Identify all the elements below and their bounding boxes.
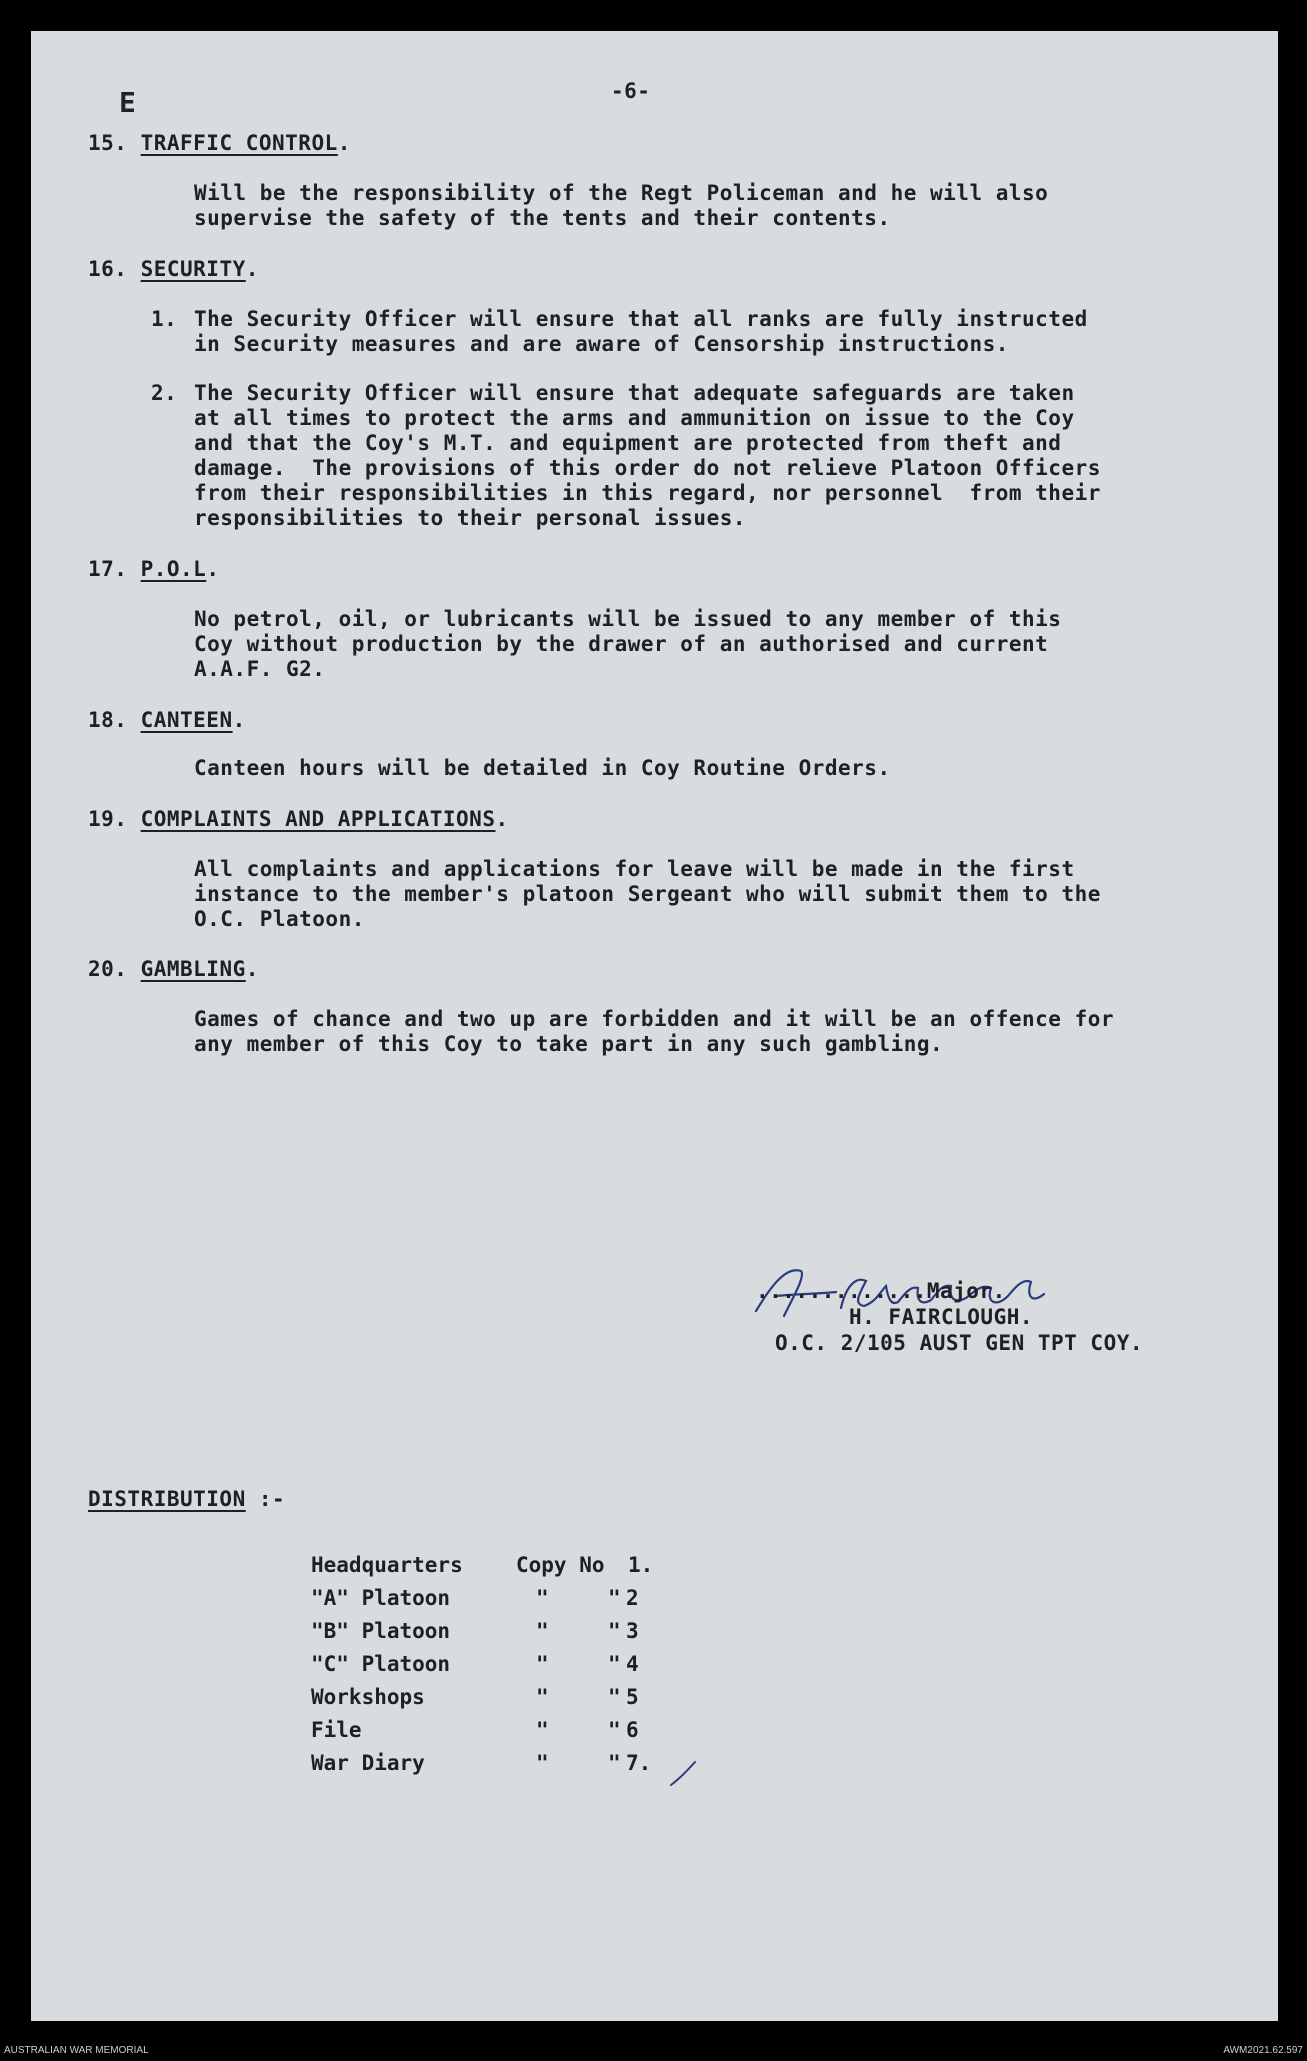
section-18-heading: 18. CANTEEN. <box>88 708 246 732</box>
section-number: 15. <box>88 131 128 155</box>
page-number: -6- <box>611 79 651 103</box>
section-number: 17. <box>88 557 128 581</box>
distribution-row <box>311 1586 651 1619</box>
section-number: 19. <box>88 807 128 831</box>
recipient: Workshops <box>311 1685 425 1709</box>
section-20-heading: 20. GAMBLING. <box>88 957 259 981</box>
copy-number: 2 <box>626 1586 639 1610</box>
section-number: 18. <box>88 708 128 732</box>
ditto-mark: " <box>608 1586 621 1610</box>
ditto-mark: " <box>536 1652 549 1676</box>
ditto-mark: " <box>608 1652 621 1676</box>
copy-number: 1. <box>628 1553 654 1577</box>
section-20-text: Games of chance and two up are forbidden and it will be an offence for any member of this Coy to take part in any such gambling. <box>194 1007 1115 1056</box>
section-title: SECURITY <box>140 257 246 281</box>
section-title: COMPLAINTS AND APPLICATIONS <box>140 807 496 831</box>
document-page <box>31 31 1278 2021</box>
copy-number: 5 <box>626 1685 639 1709</box>
signatory-title: O.C. 2/105 AUST GEN TPT COY. <box>775 1331 1144 1355</box>
ditto-mark: " <box>536 1718 549 1742</box>
section-number: 16. <box>88 257 128 281</box>
section-title: GAMBLING <box>140 957 246 981</box>
recipient: "B" Platoon <box>311 1619 451 1643</box>
distribution-row <box>311 1751 651 1784</box>
section-15-text: Will be the responsibility of the Regt Policeman and he will also supervise the safety of the tents and their contents. <box>194 181 1049 230</box>
ditto-mark: " <box>608 1685 621 1709</box>
section-18-text: Canteen hours will be detailed in Coy Routine Orders. <box>194 756 891 780</box>
section-16-heading: 16. SECURITY. <box>88 257 259 281</box>
ditto-mark: " <box>536 1685 549 1709</box>
signatory-name: H. FAIRCLOUGH. <box>849 1305 1034 1329</box>
distribution-row <box>311 1685 651 1718</box>
security-item-2-text: The Security Officer will ensure that adequate safeguards are taken at all times to protect the arms and ammunition on issue to the Coy and that the Coy's M.T. and equipment are protected from theft and damage. The provisions of this order do not relieve Platoon Officers from their responsibilities in this regard, nor personnel from their responsibilities to their personal issues. <box>194 381 1101 530</box>
section-17-heading: 17. P.O.L. <box>88 557 220 581</box>
security-item-1-text: The Security Officer will ensure that all ranks are fully instructed in Security measures and are aware of Censorship instructions. <box>194 307 1088 356</box>
recipient: Headquarters <box>311 1553 463 1577</box>
distribution-row <box>311 1718 651 1751</box>
distribution-row <box>311 1652 651 1685</box>
section-19-text: All complaints and applications for leave will be made in the first instance to the member's platoon Sergeant who will submit them to the O.C. Platoon. <box>194 857 1101 931</box>
footer-source: AUSTRALIAN WAR MEMORIAL <box>4 2045 149 2056</box>
distribution-row <box>311 1553 653 1586</box>
section-title: TRAFFIC CONTROL <box>140 131 338 155</box>
section-17-text: No petrol, oil, or lubricants will be issued to any member of this Coy without production by the drawer of an authorised and current A.A.F. G2. <box>194 607 1062 681</box>
ditto-mark: " <box>536 1586 549 1610</box>
ditto-mark: " <box>536 1619 549 1643</box>
recipient: "A" Platoon <box>311 1586 451 1610</box>
recipient: War Diary <box>311 1751 425 1775</box>
copy-number: 4 <box>626 1652 639 1676</box>
copy-number: 3 <box>626 1619 639 1643</box>
footer-accession-number: AWM2021.62.597 <box>1223 2045 1303 2056</box>
ditto-mark: " <box>608 1619 621 1643</box>
distribution-rows <box>311 1586 651 1784</box>
copy-number: 6 <box>626 1718 639 1742</box>
section-15-heading: 15. TRAFFIC CONTROL. <box>88 131 351 155</box>
distribution-heading: DISTRIBUTION :- <box>88 1487 286 1511</box>
distribution-row <box>311 1619 651 1652</box>
distribution-label: DISTRIBUTION <box>88 1487 246 1511</box>
section-number: 20. <box>88 957 128 981</box>
corner-mark: E <box>119 86 136 119</box>
ditto-mark: " <box>608 1751 621 1775</box>
copy-label: Copy No <box>516 1553 605 1577</box>
ditto-mark: " <box>536 1751 549 1775</box>
security-item-1-number: 1. <box>151 307 178 331</box>
ditto-mark: " <box>608 1718 621 1742</box>
distribution-table <box>311 1553 653 1586</box>
pen-tick-mark <box>669 1759 699 1789</box>
copy-number: 7. <box>626 1751 652 1775</box>
section-title: P.O.L <box>140 557 207 581</box>
section-19-heading: 19. COMPLAINTS AND APPLICATIONS. <box>88 807 509 831</box>
security-item-2-number: 2. <box>151 381 178 405</box>
recipient: "C" Platoon <box>311 1652 451 1676</box>
recipient: File <box>311 1718 362 1742</box>
signature-dots-rank: .............Major. <box>756 1279 1006 1303</box>
section-title: CANTEEN <box>140 708 233 732</box>
